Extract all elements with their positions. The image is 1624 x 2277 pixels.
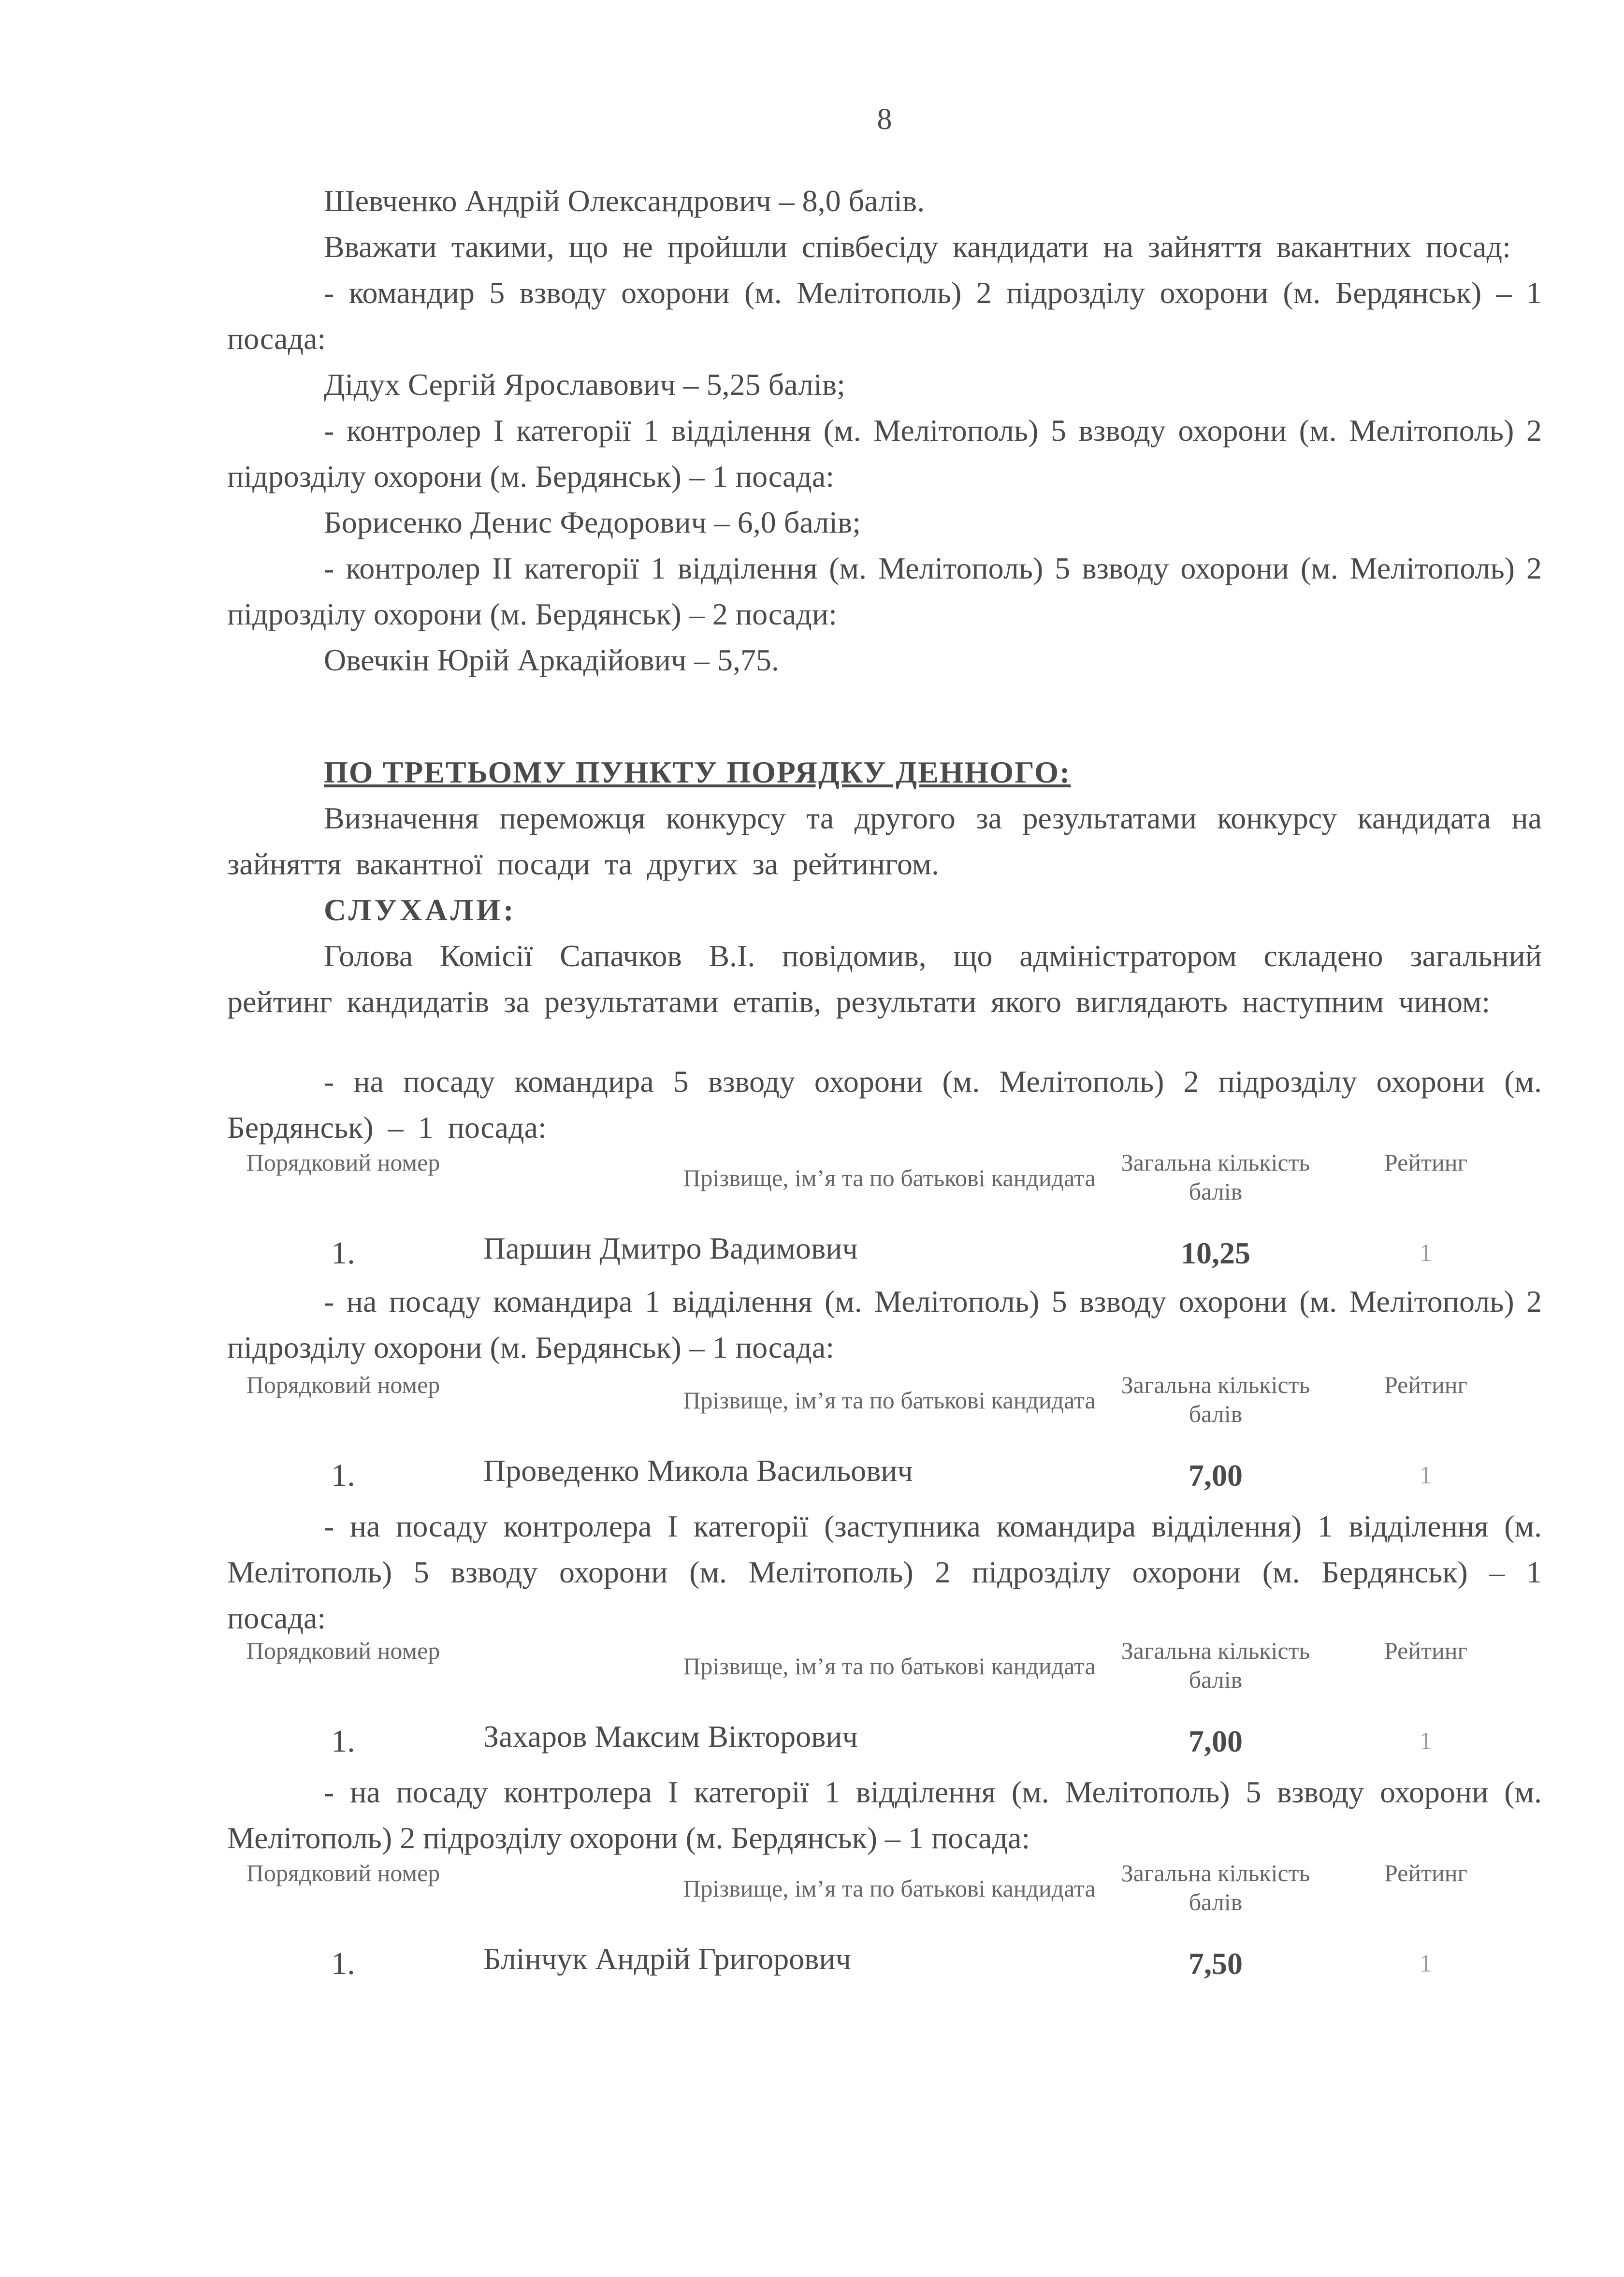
col-name-header: Прізвище, ім’я та по батькові кандидата [683,1653,1096,1680]
row-number: 1. [331,1235,355,1271]
third-agenda-section [227,749,1542,1025]
table-row [227,1220,1532,1274]
candidate-score-line: Борисенко Денис Федорович – 6,0 балів; [324,505,861,539]
position-title [227,1059,1542,1150]
candidate-score: 10,25 [1181,1236,1250,1270]
heard-paragraph: Голова Комісії Сапачков В.І. повідомив, що адміністратором складено загальний рейтинг кандидатів за результатами етапів, результати якого виглядають наступним чином: [227,939,1542,1019]
position-line: - контролер І категорії 1 відділення (м. Мелітополь) 5 взводу охорони (м. Мелітополь) 2 підрозділу охорони (м. Бердянськ) – 1 посада: [227,413,1542,493]
col-score-header: Загальна кількість балів [1121,1371,1310,1427]
table-header [227,1370,1532,1443]
candidate-score: 7,00 [1189,1458,1243,1493]
position-line: - командир 5 взводу охорони (м. Мелітополь) 2 підрозділу охорони (м. Бердянськ) – 1 посада: [227,276,1542,356]
col-score-header: Загальна кількість балів [1121,1859,1310,1915]
position-title-text: - на посаду контролера І категорії (заступника командира відділення) 1 відділення (м. Мелітополь) 5 взводу охорони (м. Мелітополь) 2 підрозділу охорони (м. Бердянськ) – 1 посада: [227,1509,1542,1635]
section-heading: ПО ТРЕТЬОМУ ПУНКТУ ПОРЯДКУ ДЕННОГО: [324,755,1071,789]
failed-interview-paragraph: Вважати такими, що не пройшли співбесіду кандидати на зайняття вакантних посад: [324,230,1511,264]
row-number: 1. [331,1946,355,1981]
col-name-header: Прізвище, ім’я та по батькові кандидата [683,1164,1096,1191]
rating-table [227,1148,1532,1274]
col-number-header: Порядковий номер [246,1149,440,1176]
rating-table [227,1858,1532,1984]
position-line: - контролер ІІ категорії 1 відділення (м. Мелітополь) 5 взводу охорони (м. Мелітополь) 2 підрозділу охорони (м. Бердянськ) – 2 посади: [227,551,1542,631]
col-number-header: Порядковий номер [246,1637,440,1664]
candidate-name: Паршин Дмитро Вадимович [483,1231,858,1265]
table-row [227,1931,1532,1984]
position-title [227,1278,1542,1370]
col-score-header: Загальна кількість балів [1121,1149,1310,1205]
candidate-score: 7,00 [1189,1724,1243,1758]
candidate-score-line: Овечкін Юрій Аркадійович – 5,75. [324,643,779,677]
candidate-rating: 1 [1420,1462,1432,1489]
table-header [227,1636,1532,1709]
table-header [227,1148,1532,1220]
position-title [227,1503,1542,1641]
table-header [227,1858,1532,1931]
table-row [227,1709,1532,1762]
table-row [227,1443,1532,1496]
candidate-score: 7,50 [1189,1946,1243,1981]
col-score-header: Загальна кількість балів [1121,1637,1310,1693]
col-rating-header: Рейтинг [1384,1371,1467,1398]
candidate-score-line: Шевченко Андрій Олександрович – 8,0 балів. [324,184,925,218]
col-number-header: Порядковий номер [246,1371,440,1398]
agenda-paragraph: Визначення переможця конкурсу та другого за результатами конкурсу кандидата на зайняття вакантної посади та других за рейтингом. [227,801,1542,881]
position-title-text: - на посаду командира 1 відділення (м. Мелітополь) 5 взводу охорони (м. Мелітополь) 2 підрозділу охорони (м. Бердянськ) – 1 посада: [227,1284,1542,1364]
candidate-rating: 1 [1420,1727,1432,1755]
col-name-header: Прізвище, ім’я та по батькові кандидата [683,1875,1096,1902]
candidate-rating: 1 [1420,1239,1432,1267]
candidate-rating: 1 [1420,1950,1432,1977]
heard-label: СЛУХАЛИ: [324,893,517,927]
position-title [227,1769,1542,1861]
position-title-text: - на посаду контролера І категорії 1 відділення (м. Мелітополь) 5 взводу охорони (м. Мелітополь) 2 підрозділу охорони (м. Бердянськ) – 1 посада: [227,1775,1542,1855]
page-number: 8 [877,103,892,136]
col-rating-header: Рейтинг [1384,1149,1467,1176]
row-number: 1. [331,1458,355,1493]
candidate-score-line: Дідух Сергій Ярославович – 5,25 балів; [324,367,845,402]
candidate-name: Блінчук Андрій Григорович [483,1942,851,1976]
row-number: 1. [331,1724,355,1759]
candidate-name: Захаров Максим Вікторович [483,1719,858,1754]
col-rating-header: Рейтинг [1384,1637,1467,1664]
col-number-header: Порядковий номер [246,1859,440,1886]
candidate-name: Проведенко Микола Васильович [483,1453,913,1488]
opening-section [227,178,1542,683]
rating-table [227,1636,1532,1762]
col-name-header: Прізвище, ім’я та по батькові кандидата [683,1387,1096,1414]
col-rating-header: Рейтинг [1384,1859,1467,1886]
rating-table [227,1370,1532,1496]
position-title-text: - на посаду командира 5 взводу охорони (м. Мелітополь) 2 підрозділу охорони (м. Бердянськ) – 1 посада: [227,1064,1542,1145]
